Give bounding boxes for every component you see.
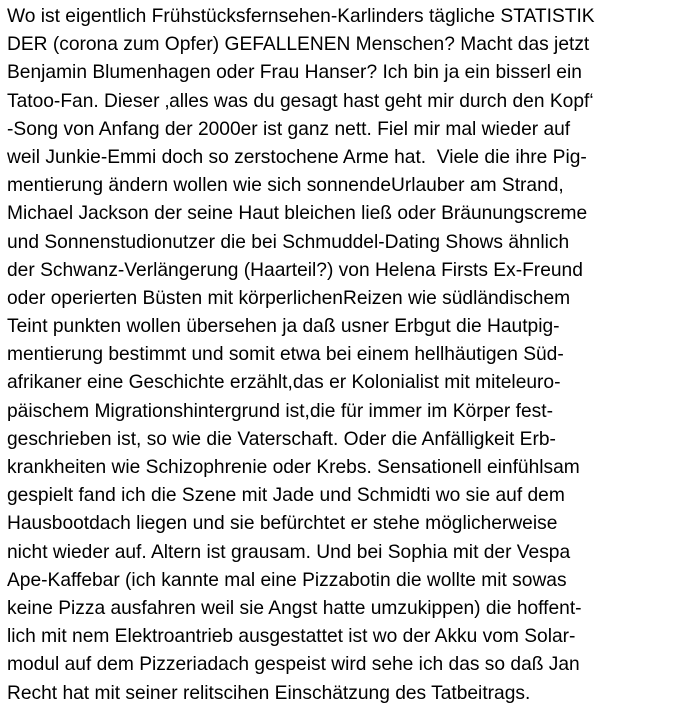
text-line-4: Tatoo-Fan. Dieser ‚alles was du gesagt hast geht mir durch den Kopf‘: [7, 90, 594, 112]
text-line-17: krankheiten wie Schizophrenie oder Krebs. Sensationell einfühlsam: [7, 457, 580, 478]
text-line-10: der Schwanz-Verlängerung (Haarteil?) von Helena Firsts Ex-Freund: [7, 259, 583, 281]
text-line-6: weil Junkie-Emmi doch so zerstochene Arme hat. Viele die ihre Pig-: [7, 146, 587, 168]
text-line-3: Benjamin Blumenhagen oder Frau Hanser? Ich bin ja ein bisserl ein: [7, 62, 582, 84]
text-line-19: Hausbootdach liegen und sie befürchtet er stehe möglicherweise: [7, 513, 558, 535]
text-line-7: mentierung ändern wollen wie sich sonnendeUrlauber am Strand,: [7, 175, 564, 197]
text-line-22: keine Pizza ausfahren weil sie Angst hatte umzukippen) die hoffent-: [7, 597, 582, 619]
text-line-16: geschrieben ist, so wie die Vaterschaft. Oder die Anfälligkeit Erb-: [7, 428, 556, 450]
text-line-14: afrikaner eine Geschichte erzählt,das er Kolonialist mit miteleuro-: [7, 372, 561, 394]
text-line-2: DER (corona zum Opfer) GEFALLENEN Menschen? Macht das jetzt: [7, 34, 590, 56]
text-line-1: Wo ist eigentlich Frühstücksfernsehen-Karlinders tägliche STATISTIK: [7, 6, 595, 27]
text-line-13: mentierung bestimmt und somit etwa bei einem hellhäutigen Süd-: [7, 344, 564, 366]
text-line-8: Michael Jackson der seine Haut bleichen ließ oder Bräunungscreme: [7, 203, 588, 225]
text-paragraph: [7, 3, 675, 708]
text-line-21: Ape-Kaffebar (ich kannte mal eine Pizzabotin die wollte mit sowas: [7, 569, 567, 591]
text-line-24: modul auf dem Pizzeriadach gespeist wird sehe ich das so daß Jan: [7, 654, 580, 676]
text-line-11: oder operierten Büsten mit körperlichenReizen wie südländischem: [7, 287, 571, 309]
text-line-5: -Song von Anfang der 2000er ist ganz nett. Fiel mir mal wieder auf: [7, 118, 571, 140]
text-line-15: päischem Migrationshintergrund ist,die für immer im Körper fest-: [7, 400, 553, 422]
text-line-20: nicht wieder auf. Altern ist grausam. Und bei Sophia mit der Vespa: [7, 541, 571, 563]
text-line-23: lich mit nem Elektroantrieb ausgestattet ist wo der Akku vom Solar-: [7, 626, 576, 648]
text-line-9: und Sonnenstudionutzer die bei Schmuddel-Dating Shows ähnlich: [7, 231, 570, 253]
text-line-12: Teint punkten wollen übersehen ja daß usner Erbgut die Hautpig-: [7, 316, 560, 338]
text-line-25: Recht hat mit seiner relitscihen Einschätzung des Tatbeitrags.: [7, 682, 531, 704]
text-line-18: gespielt fand ich die Szene mit Jade und Schmidti wo sie auf dem: [7, 485, 565, 507]
